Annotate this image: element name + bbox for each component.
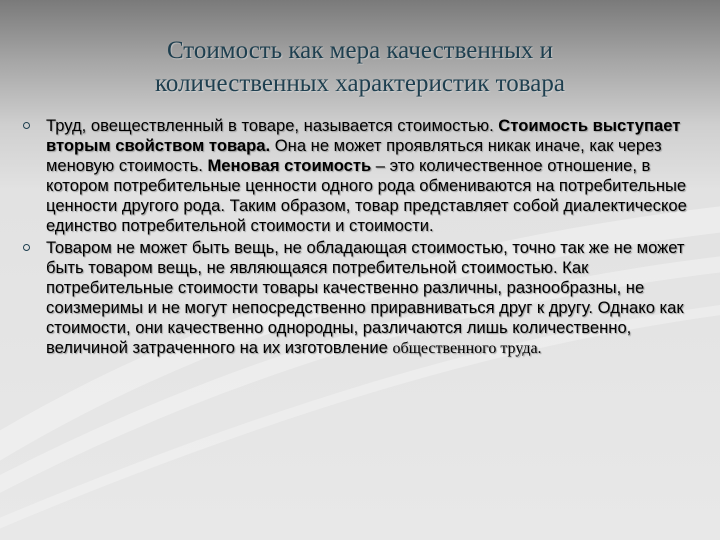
- paragraph-2-serif-1: общественного труда.: [392, 340, 542, 357]
- paragraph-1-text-2: Она не может проявляться никак иначе, как через меновую стоимость.: [46, 136, 662, 175]
- slide-body: [20, 116, 706, 361]
- slide-title-line2: количественных характеристик товара: [155, 70, 565, 97]
- paragraph-2-text-1: Товаром не может быть вещь, не обладающая стоимостью, точно так же не может быть товаром вещь, не являющаяся потребительной стоимостью. Как потребительные стоимости товары качественно различны, разнообразны, не соизмеримы и не могут непосредственно приравниваться друг к другу. Однако как стоимости, они качественно однородны, различаются лишь количественно, величиной затраченного на их изготовление: [46, 238, 685, 357]
- slide-title: [60, 34, 660, 100]
- paragraph-1-bold-1: Стоимость выступает вторым свойством товара.: [46, 116, 681, 155]
- paragraph-2: [20, 238, 706, 359]
- paragraph-1: [20, 116, 706, 236]
- bullet-circle-icon: [23, 244, 30, 251]
- paragraph-1-bold-2: Меновая стоимость: [207, 156, 372, 175]
- paragraph-1-text-1: Труд, овеществленный в товаре, называется стоимостью.: [46, 116, 499, 135]
- paragraph-1-text-3: – это количественное отношение, в котором потребительные ценности одного рода обмениваются на потребительные ценности другого рода. Таким образом, товар представляет собой диалектическое единство потребительной стоимости и стоимости.: [46, 156, 687, 235]
- slide-title-line1: Стоимость как мера качественных и: [166, 37, 554, 64]
- bullet-circle-icon: [23, 122, 30, 129]
